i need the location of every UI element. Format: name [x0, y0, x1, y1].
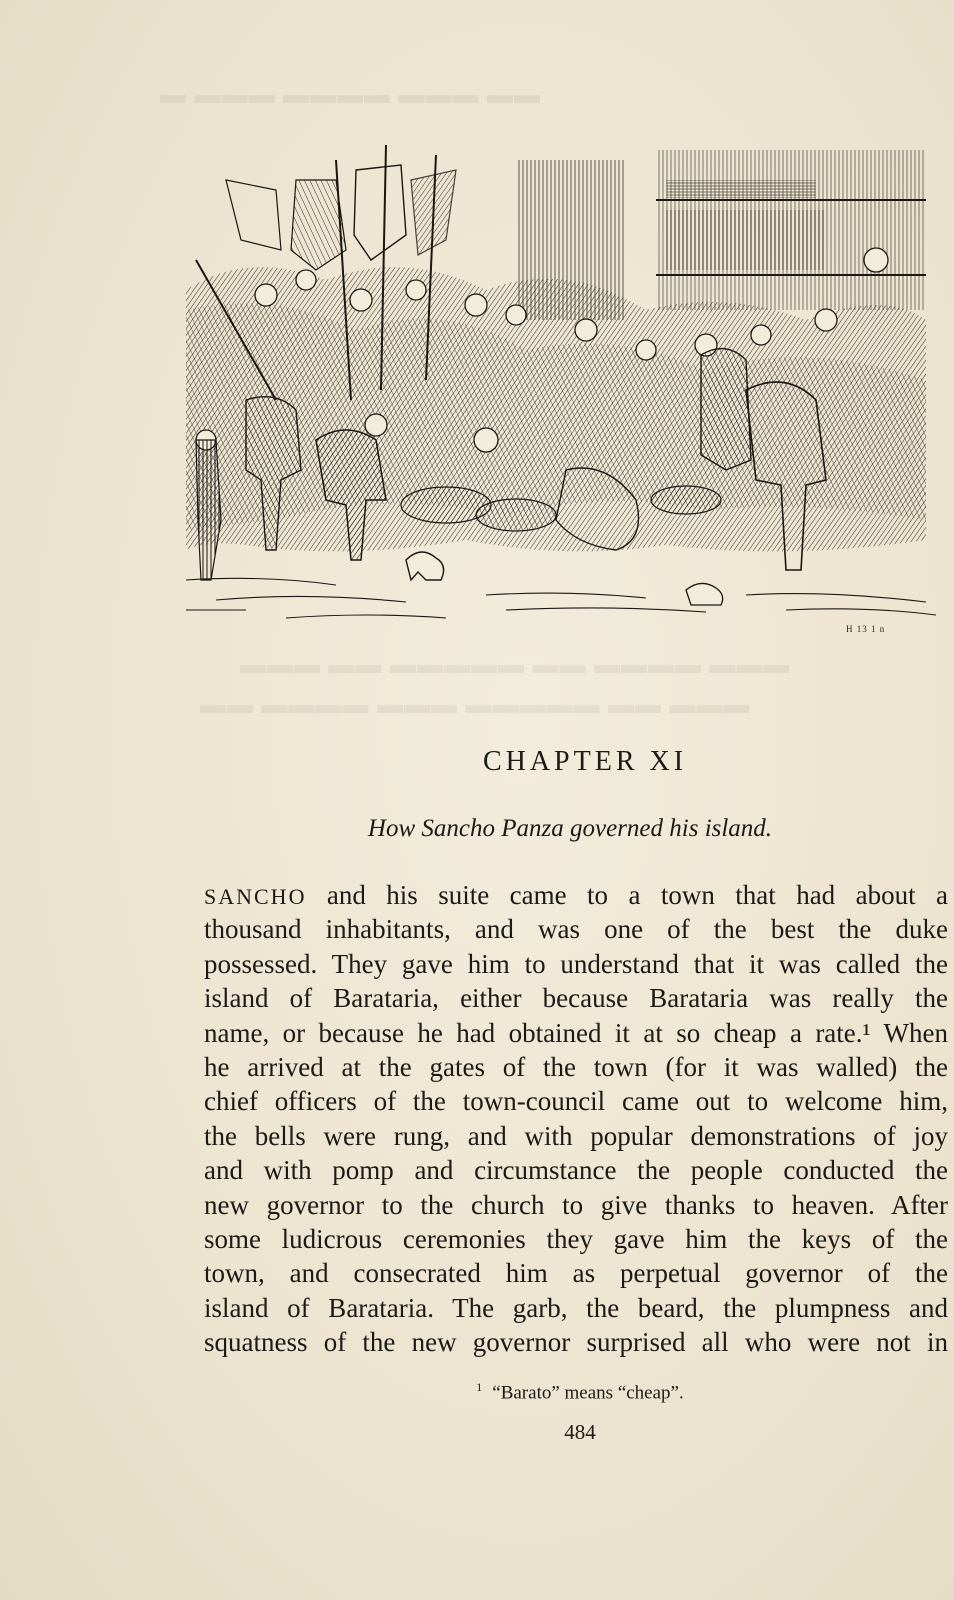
bleed-through-text: ▬ ▬▬▬ ▬▬▬▬ ▬▬▬ ▬▬	[160, 80, 541, 109]
footnote-marker: 1	[476, 1380, 483, 1394]
text-line: squatness of the new governor surprised all who were not in	[204, 1327, 948, 1358]
text-line: possessed. They gave him to understand that it was called the	[204, 948, 948, 979]
crowd-scene-engraving	[186, 140, 942, 640]
text-line: some ludicrous ceremonies they gave him the keys of the	[204, 1223, 948, 1254]
text-line: he arrived at the gates of the town (for it was walled) the	[204, 1051, 948, 1082]
bleed-through-text: ▬▬▬ ▬▬ ▬▬▬▬▬ ▬▬ ▬▬▬▬ ▬▬▬	[240, 650, 791, 679]
body-text	[204, 878, 948, 1359]
engraver-signature: H 13 1 n	[846, 624, 886, 634]
engraving-illustration	[186, 140, 942, 640]
text-line: town, and consecrated him as perpetual governor of the	[204, 1258, 948, 1289]
footnote	[0, 1380, 954, 1404]
text-line-content: and his suite came to a town that had about a	[306, 880, 948, 910]
chapter-title: CHAPTER XI	[482, 746, 688, 777]
text-line: new governor to the church to give thanks to heaven. After	[204, 1189, 948, 1220]
page-number: 484	[564, 1420, 596, 1444]
text-line: and with pomp and circumstance the people conducted the	[204, 1155, 948, 1186]
footnote-text: “Barato” means “cheap”.	[492, 1382, 684, 1404]
text-line	[204, 878, 948, 912]
lead-word: SANCHO	[204, 884, 307, 909]
text-line: island of Barataria. The garb, the beard, the plumpness and	[204, 1292, 948, 1323]
text-line: name, or because he had obtained it at so cheap a rate.¹ When	[204, 1017, 948, 1048]
bleed-through-text: ▬▬ ▬▬▬▬ ▬▬▬ ▬▬▬▬▬ ▬▬ ▬▬▬	[200, 690, 751, 719]
chapter-subtitle: How Sancho Panza governed his island.	[367, 815, 773, 842]
text-line: chief officers of the town-council came out to welcome him,	[204, 1086, 948, 1117]
text-line: island of Barataria, either because Barataria was really the	[204, 983, 948, 1014]
text-line: the bells were rung, and with popular demonstrations of joy	[204, 1120, 948, 1151]
text-line: thousand inhabitants, and was one of the best the duke	[204, 914, 948, 945]
